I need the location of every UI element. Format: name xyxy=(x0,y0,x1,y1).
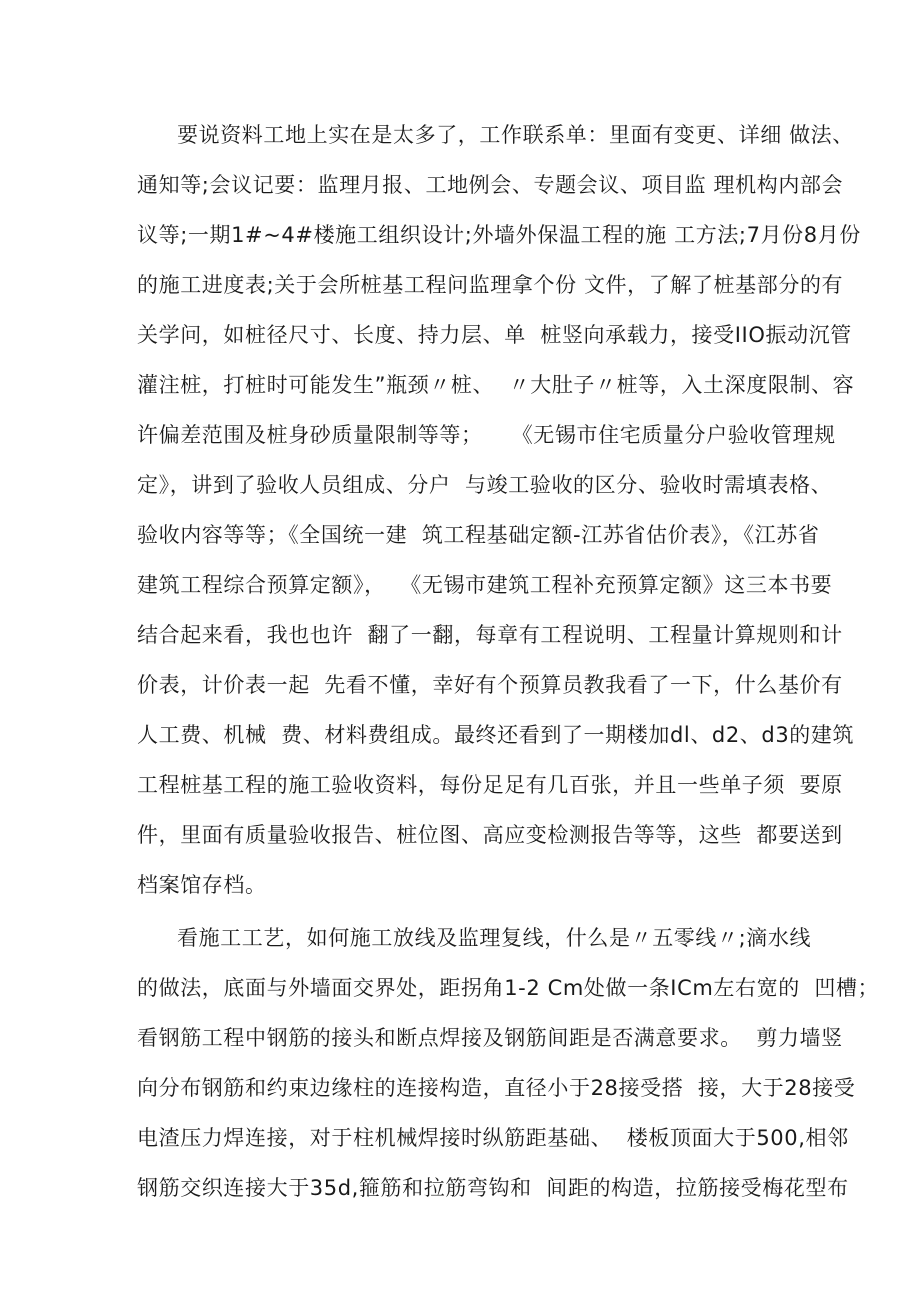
text-line-1: 要说资料工地上实在是太多了，工作联系单：里面有变更、详细 做法、 xyxy=(177,123,854,147)
text-line-5: 关学问，如桩径尺寸、长度、持力层、单 桩竖向承载力，接受IIO振动沉管 xyxy=(137,323,852,347)
text-line-11: 结合起来看，我也也许 翻了一翻，每章有工程说明、工程量计算规则和计 xyxy=(137,623,843,647)
text-line-10: 建筑工程综合预算定额》， 《无锡市建筑工程补充预算定额》这三本书要 xyxy=(137,573,833,597)
text-line-14: 工程桩基工程的施工验收资料，每份足足有几百张，并且一些单子须 要原 xyxy=(137,773,843,797)
text-line-17: 看施工工艺，如何施工放线及监理复线，什么是〃五零线〃;滴水线 xyxy=(177,926,812,950)
text-line-9: 验收内容等等；《全国统一建 筑工程基础定额-江苏省估价表》，《江苏省 xyxy=(137,523,820,547)
text-line-15: 件，里面有质量验收报告、桩位图、高应变检测报告等等，这些 都要送到 xyxy=(137,823,843,847)
text-line-2: 通知等;会议记要：监理月报、工地例会、专题会议、项目监 理机构内部会 xyxy=(137,173,844,197)
text-line-16: 档案馆存档。 xyxy=(137,873,267,897)
text-line-19: 看钢筋工程中钢筋的接头和断点焊接及钢筋间距是否满意要求。 剪力墙竖 xyxy=(137,1026,843,1050)
text-line-8: 定》，讲到了验收人员组成、分户 与竣工验收的区分、验收时需填表格、 xyxy=(137,473,833,497)
text-line-7: 许偏差范围及桩身砂质量限制等等； 《无锡市住宅质量分户验收管理规 xyxy=(137,423,836,447)
text-line-3: 议等;一期1#~4#楼施工组织设计;外墙外保温工程的施 工方法;7月份8月份 xyxy=(137,223,861,247)
text-line-12: 价表，计价表一起 先看不懂，幸好有个预算员教我看了一下，什么基价有 xyxy=(137,673,843,697)
text-line-4: 的施工进度表;关于会所桩基工程问监理拿个份 文件，了解了桩基部分的有 xyxy=(137,273,844,297)
text-line-6: 灌注桩，打桩时可能发生”瓶颈〃桩、 〃大肚子〃桩等，入土深度限制、容 xyxy=(137,373,855,397)
text-line-18: 的做法，底面与外墙面交界处，距拐角1-2 Cm处做一条ICm左右宽的 凹槽； xyxy=(137,976,880,1000)
text-line-21: 电渣压力焊连接，对于柱机械焊接时纵筋距基础、 楼板顶面大于500,相邻 xyxy=(137,1126,849,1150)
text-line-20: 向分布钢筋和约束边缘柱的连接构造，直径小于28接受搭 接，大于28接受 xyxy=(137,1076,856,1100)
text-line-22: 钢筋交织连接大于35d,箍筋和拉筋弯钩和 间距的构造，拉筋接受梅花型布 xyxy=(137,1176,849,1200)
text-line-13: 人工费、机械 费、材料费组成。最终还看到了一期楼加dl、d2、d3的建筑 xyxy=(137,723,855,747)
